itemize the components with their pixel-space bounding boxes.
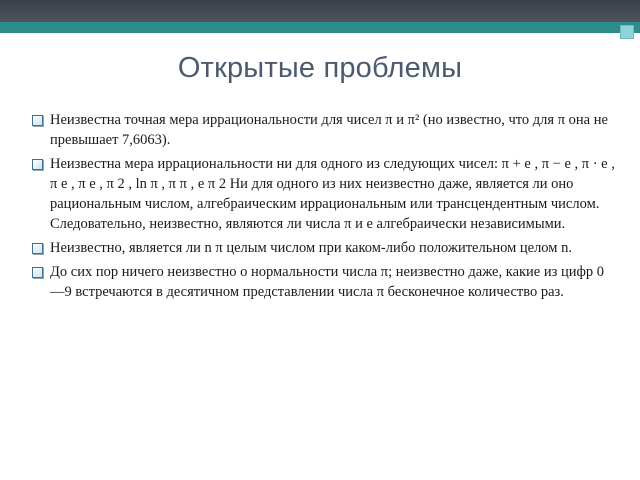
- accent-band: [0, 22, 640, 33]
- bullet-text: Неизвестно, является ли n π целым числом при каком-либо положительном целом n.: [50, 240, 572, 256]
- square-bullet-icon: [32, 159, 43, 170]
- bullet-item: [30, 238, 618, 258]
- square-bullet-icon: [32, 243, 43, 254]
- bullet-text: Неизвестна точная мера иррациональности для чисел π и π² (но известно, что для π она не превышает 7,6063).: [50, 112, 608, 148]
- header-band: [0, 0, 640, 22]
- corner-square-icon: [620, 25, 634, 39]
- bullet-item: [30, 262, 618, 302]
- square-bullet-icon: [32, 267, 43, 278]
- bullet-text: До сих пор ничего неизвестно о нормальности числа π; неизвестно даже, какие из цифр 0—9 встречаются в десятичном представлении числа π бесконечное количество раз.: [50, 264, 605, 300]
- bullet-text: Неизвестна мера иррациональности ни для одного из следующих чисел: π + e , π − e , π · e , π e , π e , π 2 , ln π , π π , e π 2 Ни для одного из них неизвестно даже, является ли оно рациональным числом, алгебраическим иррациональным или трансцендентным числом. Следовательно, неизвестно, являются ли числа π и e алгебраически независимыми.: [50, 156, 615, 232]
- bullet-item: [30, 154, 618, 234]
- square-bullet-icon: [32, 115, 43, 126]
- bullet-list: [30, 110, 618, 306]
- slide-title: Открытые проблемы: [177, 52, 463, 84]
- bullet-item: [30, 110, 618, 150]
